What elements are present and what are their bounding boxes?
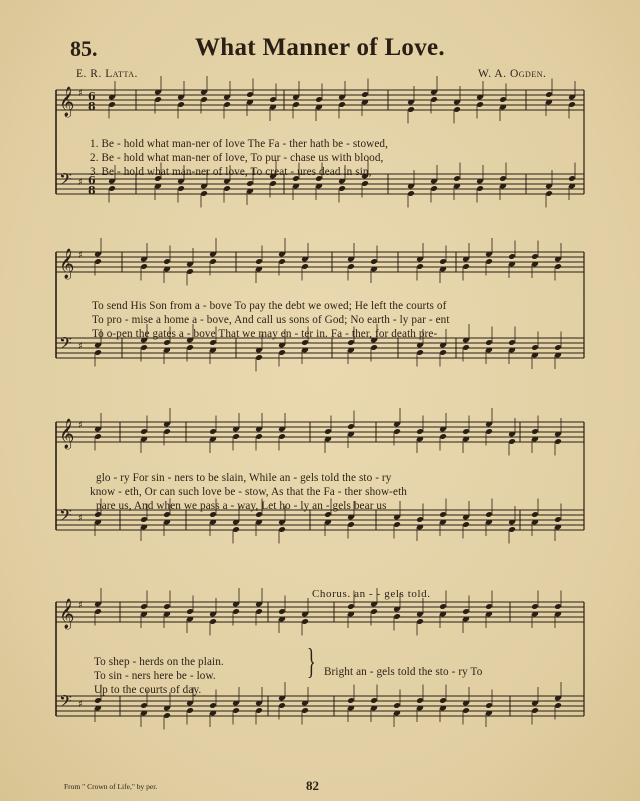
lyric-line: To pro - mise a home a - bove, And call us sons of God; No earth - ly par - ent xyxy=(92,314,450,326)
source-note: From " Crown of Life," by per. xyxy=(64,782,158,791)
hymn-number: 85. xyxy=(70,36,98,61)
treble-clef-icon: 𝄞 xyxy=(59,599,75,629)
sharp-icon: ♯ xyxy=(78,513,83,524)
bass-clef-icon: 𝄢 xyxy=(59,505,72,529)
bass-clef-icon: 𝄢 xyxy=(59,691,72,715)
time-signature-top: 6 xyxy=(88,90,96,103)
treble-clef-icon: 𝄞 xyxy=(59,249,75,279)
lyric-line: 2. Be - hold what man-ner of love, To pur - chase us with blood, xyxy=(90,152,384,164)
page-number: 82 xyxy=(306,778,319,793)
lyric-line: glo - ry For sin - ners to be slain, While an - gels told the sto - ry xyxy=(96,472,392,484)
treble-clef-icon: 𝄞 xyxy=(59,419,75,449)
sharp-icon: ♯ xyxy=(78,600,83,611)
bass-clef-icon: 𝄢 xyxy=(59,169,72,193)
composer-credit: W. A. Ogden. xyxy=(478,68,547,80)
chorus-lyric-line: Bright an - gels told the sto - ry To xyxy=(324,666,483,678)
lyric-line: 1. Be - hold what man-ner of love The Fa - ther hath be - stowed, xyxy=(90,138,389,150)
lyric-line: Up to the courts of day. xyxy=(94,684,202,696)
chorus-label: Chorus. an - - gels told. xyxy=(312,588,431,600)
treble-clef-icon: 𝄞 xyxy=(59,87,75,117)
lyric-line: To shep - herds on the plain. xyxy=(94,656,224,668)
lyric-line: To send His Son from a - bove To pay the debt we owed; He left the courts of xyxy=(92,300,447,312)
lyric-line: know - eth, Or can such love be - stow, As that the Fa - ther show-eth xyxy=(90,486,407,498)
sharp-icon: ♯ xyxy=(78,699,83,710)
sharp-icon: ♯ xyxy=(78,420,83,431)
time-signature-bottom: 8 xyxy=(88,100,96,113)
lyricist-credit: E. R. Latta. xyxy=(76,68,138,80)
lyric-line: pare us, And when we pass a - way, Let ho - ly an - gels bear us xyxy=(96,500,387,512)
time-signature-top: 6 xyxy=(88,174,96,187)
sharp-icon: ♯ xyxy=(78,341,83,352)
verse-brace: } xyxy=(307,641,316,681)
sharp-icon: ♯ xyxy=(78,250,83,261)
lyric-line: 3. Be - hold what man-ner of love, To creat - ures dead in sin, xyxy=(90,166,372,178)
sharp-icon: ♯ xyxy=(78,88,83,99)
bass-clef-icon: 𝄢 xyxy=(59,333,72,357)
sharp-icon: ♯ xyxy=(78,177,83,188)
hymn-title: What Manner of Love. xyxy=(195,34,445,61)
time-signature-bottom: 8 xyxy=(88,184,96,197)
lyric-line: To o-pen the gates a - bove That we may en - ter in. Fa - ther, for death pre- xyxy=(92,328,438,340)
lyric-line: To sin - ners here be - low. xyxy=(94,670,216,682)
